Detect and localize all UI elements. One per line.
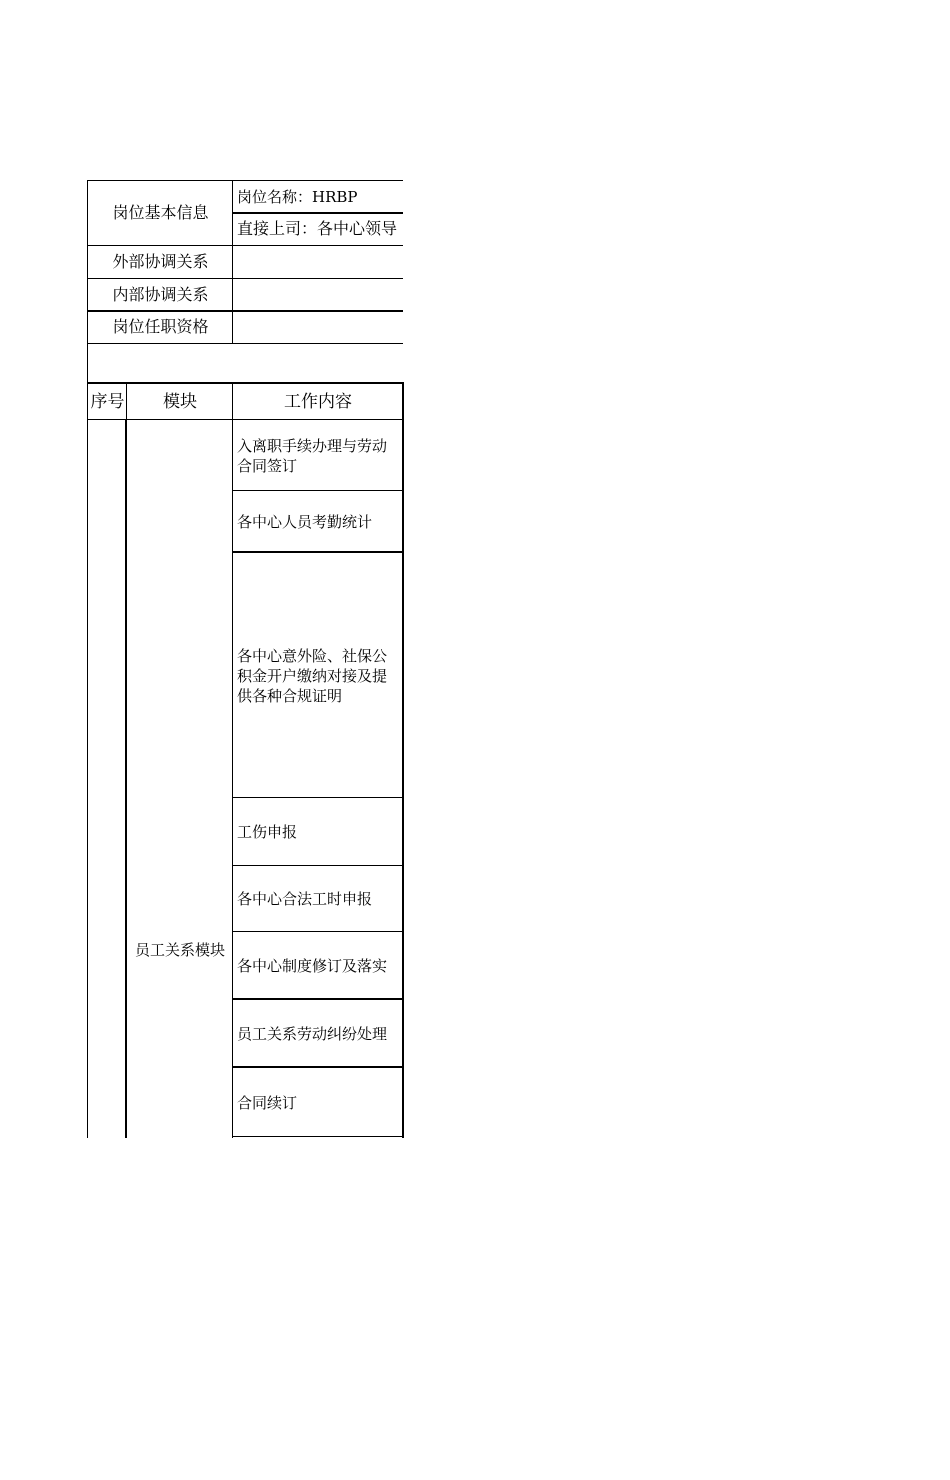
external-coord-label: 外部协调关系	[112, 251, 209, 271]
grid-line	[87, 180, 88, 1138]
qualification-value	[233, 311, 403, 343]
internal-coord-label: 内部协调关系	[112, 284, 209, 304]
grid-line	[233, 998, 403, 1000]
task-item: 各中心制度修订及落实	[237, 957, 388, 975]
header-module: 模块	[163, 392, 197, 412]
grid-line	[87, 245, 403, 246]
grid-line	[233, 1066, 403, 1068]
grid-line	[232, 383, 233, 1138]
grid-line	[232, 180, 233, 344]
task-item: 各中心人员考勤统计	[237, 513, 373, 531]
task-item: 员工关系劳动纠纷处理	[237, 1025, 388, 1043]
grid-line	[87, 382, 403, 384]
grid-line	[233, 490, 403, 491]
supervisor: 直接上司：各中心领导	[237, 219, 398, 238]
task-item: 工伤申报	[237, 823, 298, 841]
internal-coord-value	[233, 278, 403, 311]
grid-line	[125, 420, 127, 1138]
external-coord-value	[233, 245, 403, 278]
grid-line	[87, 180, 403, 181]
task-item: 各中心意外险、社保公积金开户缴纳对接及提供各种合规证明	[237, 646, 388, 705]
grid-line	[233, 1136, 403, 1137]
grid-line	[87, 343, 403, 344]
task-item: 入离职手续办理与劳动合同签订	[237, 436, 388, 475]
grid-line	[233, 212, 403, 214]
module-name: 员工关系模块	[134, 941, 225, 959]
grid-line	[233, 797, 403, 798]
header-content: 工作内容	[284, 392, 352, 412]
grid-line	[233, 865, 403, 866]
task-item: 各中心合法工时申报	[237, 890, 373, 908]
position-name: 岗位名称：HRBP	[237, 188, 358, 206]
grid-line	[87, 419, 403, 420]
grid-line	[126, 383, 127, 420]
task-item: 合同续订	[237, 1094, 298, 1112]
grid-line	[87, 310, 403, 312]
grid-line	[402, 382, 404, 1138]
qualification-label: 岗位任职资格	[112, 317, 209, 336]
header-seq: 序号	[90, 392, 125, 412]
grid-line	[233, 931, 403, 932]
grid-line	[87, 278, 403, 279]
basic-info-label: 岗位基本信息	[112, 203, 209, 222]
grid-line	[233, 551, 403, 553]
